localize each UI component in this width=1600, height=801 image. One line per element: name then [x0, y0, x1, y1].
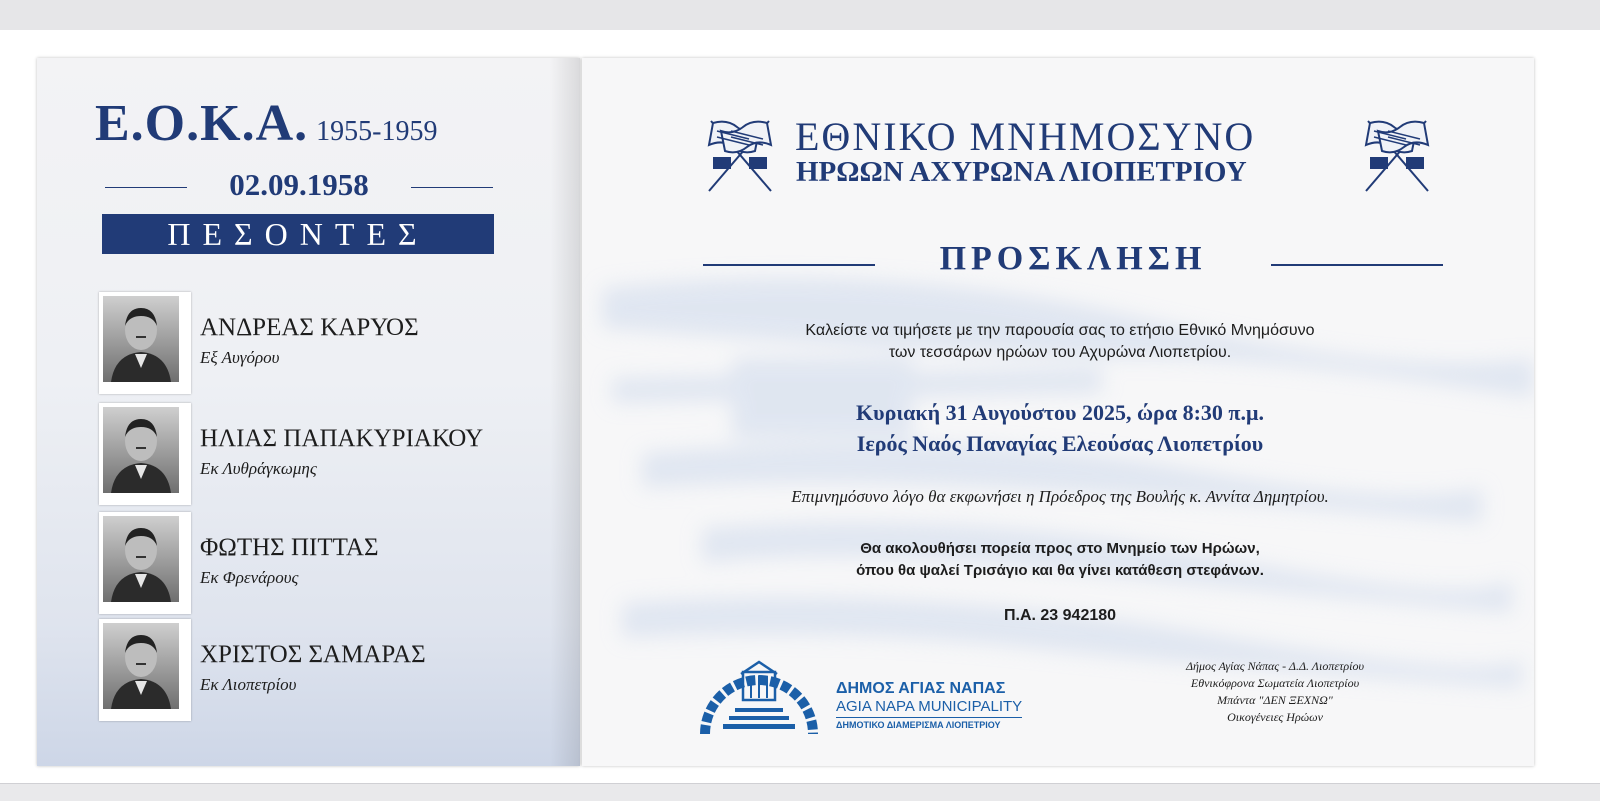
fallen-label: ΠΕΣΟΝΤΕΣ: [102, 214, 494, 254]
hero-entry: [99, 619, 519, 719]
invitation-heading: ΠΡΟΣΚΛΗΣΗ: [939, 240, 1207, 277]
event-details: [600, 397, 1520, 459]
speech-text: Επιμνημόσυνο λόγο θα εκφωνήσει η Πρόεδρος της Βουλής κ. Αννίτα Δημητρίου.: [791, 487, 1329, 506]
march-line: όπου θα ψαλεί Τρισάγιο και θα γίνει κατάθεση στεφάνων.: [856, 562, 1264, 579]
march-text: [600, 538, 1520, 582]
municipality-district: ΔΗΜΟΤΙΚΟ ΔΙΑΜΕΡΙΣΜΑ ΛΙΟΠΕΤΡΙΟΥ: [836, 717, 1022, 730]
hero-origin: Εκ Λιοπετρίου: [200, 675, 297, 694]
organizer-line: Μπάντα "ΔΕΝ ΞΕΧΝΩ": [1217, 693, 1333, 707]
date-row: [105, 165, 493, 207]
intro-text: [600, 320, 1520, 364]
intro-line: Καλείστε να τιμήσετε με την παρουσία σας το ετήσιο Εθνικό Μνημόσυνο: [805, 322, 1315, 339]
eoka-heading: [95, 94, 437, 153]
hero-portrait: [99, 403, 191, 505]
hero-origin: Εκ Λυθράγκωμης: [200, 459, 317, 478]
municipality-name-en: AGIA NAPA MUNICIPALITY: [836, 698, 1023, 715]
eoka-title: Ε.Ο.Κ.Α.: [95, 95, 309, 152]
hero-portrait: [99, 292, 191, 394]
date: 02.09.1958: [229, 167, 369, 202]
hero-entry: [99, 403, 519, 503]
hero-entry: [99, 292, 519, 392]
municipality-name: [836, 680, 1022, 730]
organizer-line: Δήμος Αγίας Νάπας - Δ.Δ. Λιοπετρίου: [1185, 659, 1365, 673]
top-bar: [0, 0, 1600, 30]
hero-name: ΑΝΔΡΕΑΣ ΚΑΡΥΟΣ: [200, 314, 419, 341]
greek-flag-icon: [1354, 117, 1440, 193]
intro-line: των τεσσάρων ηρώων του Αχυρώνα Λιοπετρίου.: [888, 344, 1232, 361]
event-location: Ιερός Ναός Παναγίας Ελεούσας Λιοπετρίου: [856, 431, 1264, 456]
event-datetime: Κυριακή 31 Αυγούστου 2025, ώρα 8:30 π.μ.: [856, 400, 1264, 425]
organizer-line: Εθνικόφρονα Σωματεία Λιοπετρίου: [1190, 676, 1360, 690]
hero-name: ΦΩΤΗΣ ΠΙΤΤΑΣ: [200, 534, 379, 561]
eoka-years: 1955-1959: [316, 116, 438, 147]
march-line: Θα ακολουθήσει πορεία προς στο Μνημείο των Ηρώων,: [860, 540, 1260, 557]
fold-shadow: [550, 58, 580, 766]
organizer-line: Οικογένειες Ηρώων: [1227, 710, 1323, 724]
invitation-heading-row: [703, 240, 1443, 286]
municipality-name-el: ΔΗΜΟΣ ΑΓΙΑΣ ΝΑΠΑΣ: [836, 680, 1006, 697]
phone-number: Π.Α. 23 942180: [1003, 607, 1117, 624]
hero-origin: Εξ Αυγόρου: [200, 348, 280, 367]
hero-origin: Εκ Φρενάρους: [200, 568, 299, 587]
hero-entry: [99, 512, 519, 612]
title-line-1: ΕΘΝΙΚΟ ΜΝΗΜΟΣΥΝΟ: [795, 114, 1256, 159]
municipality-logo: [697, 654, 821, 736]
hero-portrait: [99, 619, 191, 721]
organizers: [1150, 658, 1400, 726]
bottom-bar: [0, 783, 1600, 801]
title-line-2: ΗΡΩΩΝ ΑΧΥΡΩΝΑ ΛΙΟΠΕΤΡΙΟΥ: [796, 156, 1247, 188]
hero-name: ΧΡΙΣΤΟΣ ΣΑΜΑΡΑΣ: [200, 641, 426, 668]
greek-flag-icon: [697, 117, 783, 193]
hero-portrait: [99, 512, 191, 614]
hero-name: ΗΛΙΑΣ ΠΑΠΑΚΥΡΙΑΚΟΥ: [200, 425, 484, 452]
